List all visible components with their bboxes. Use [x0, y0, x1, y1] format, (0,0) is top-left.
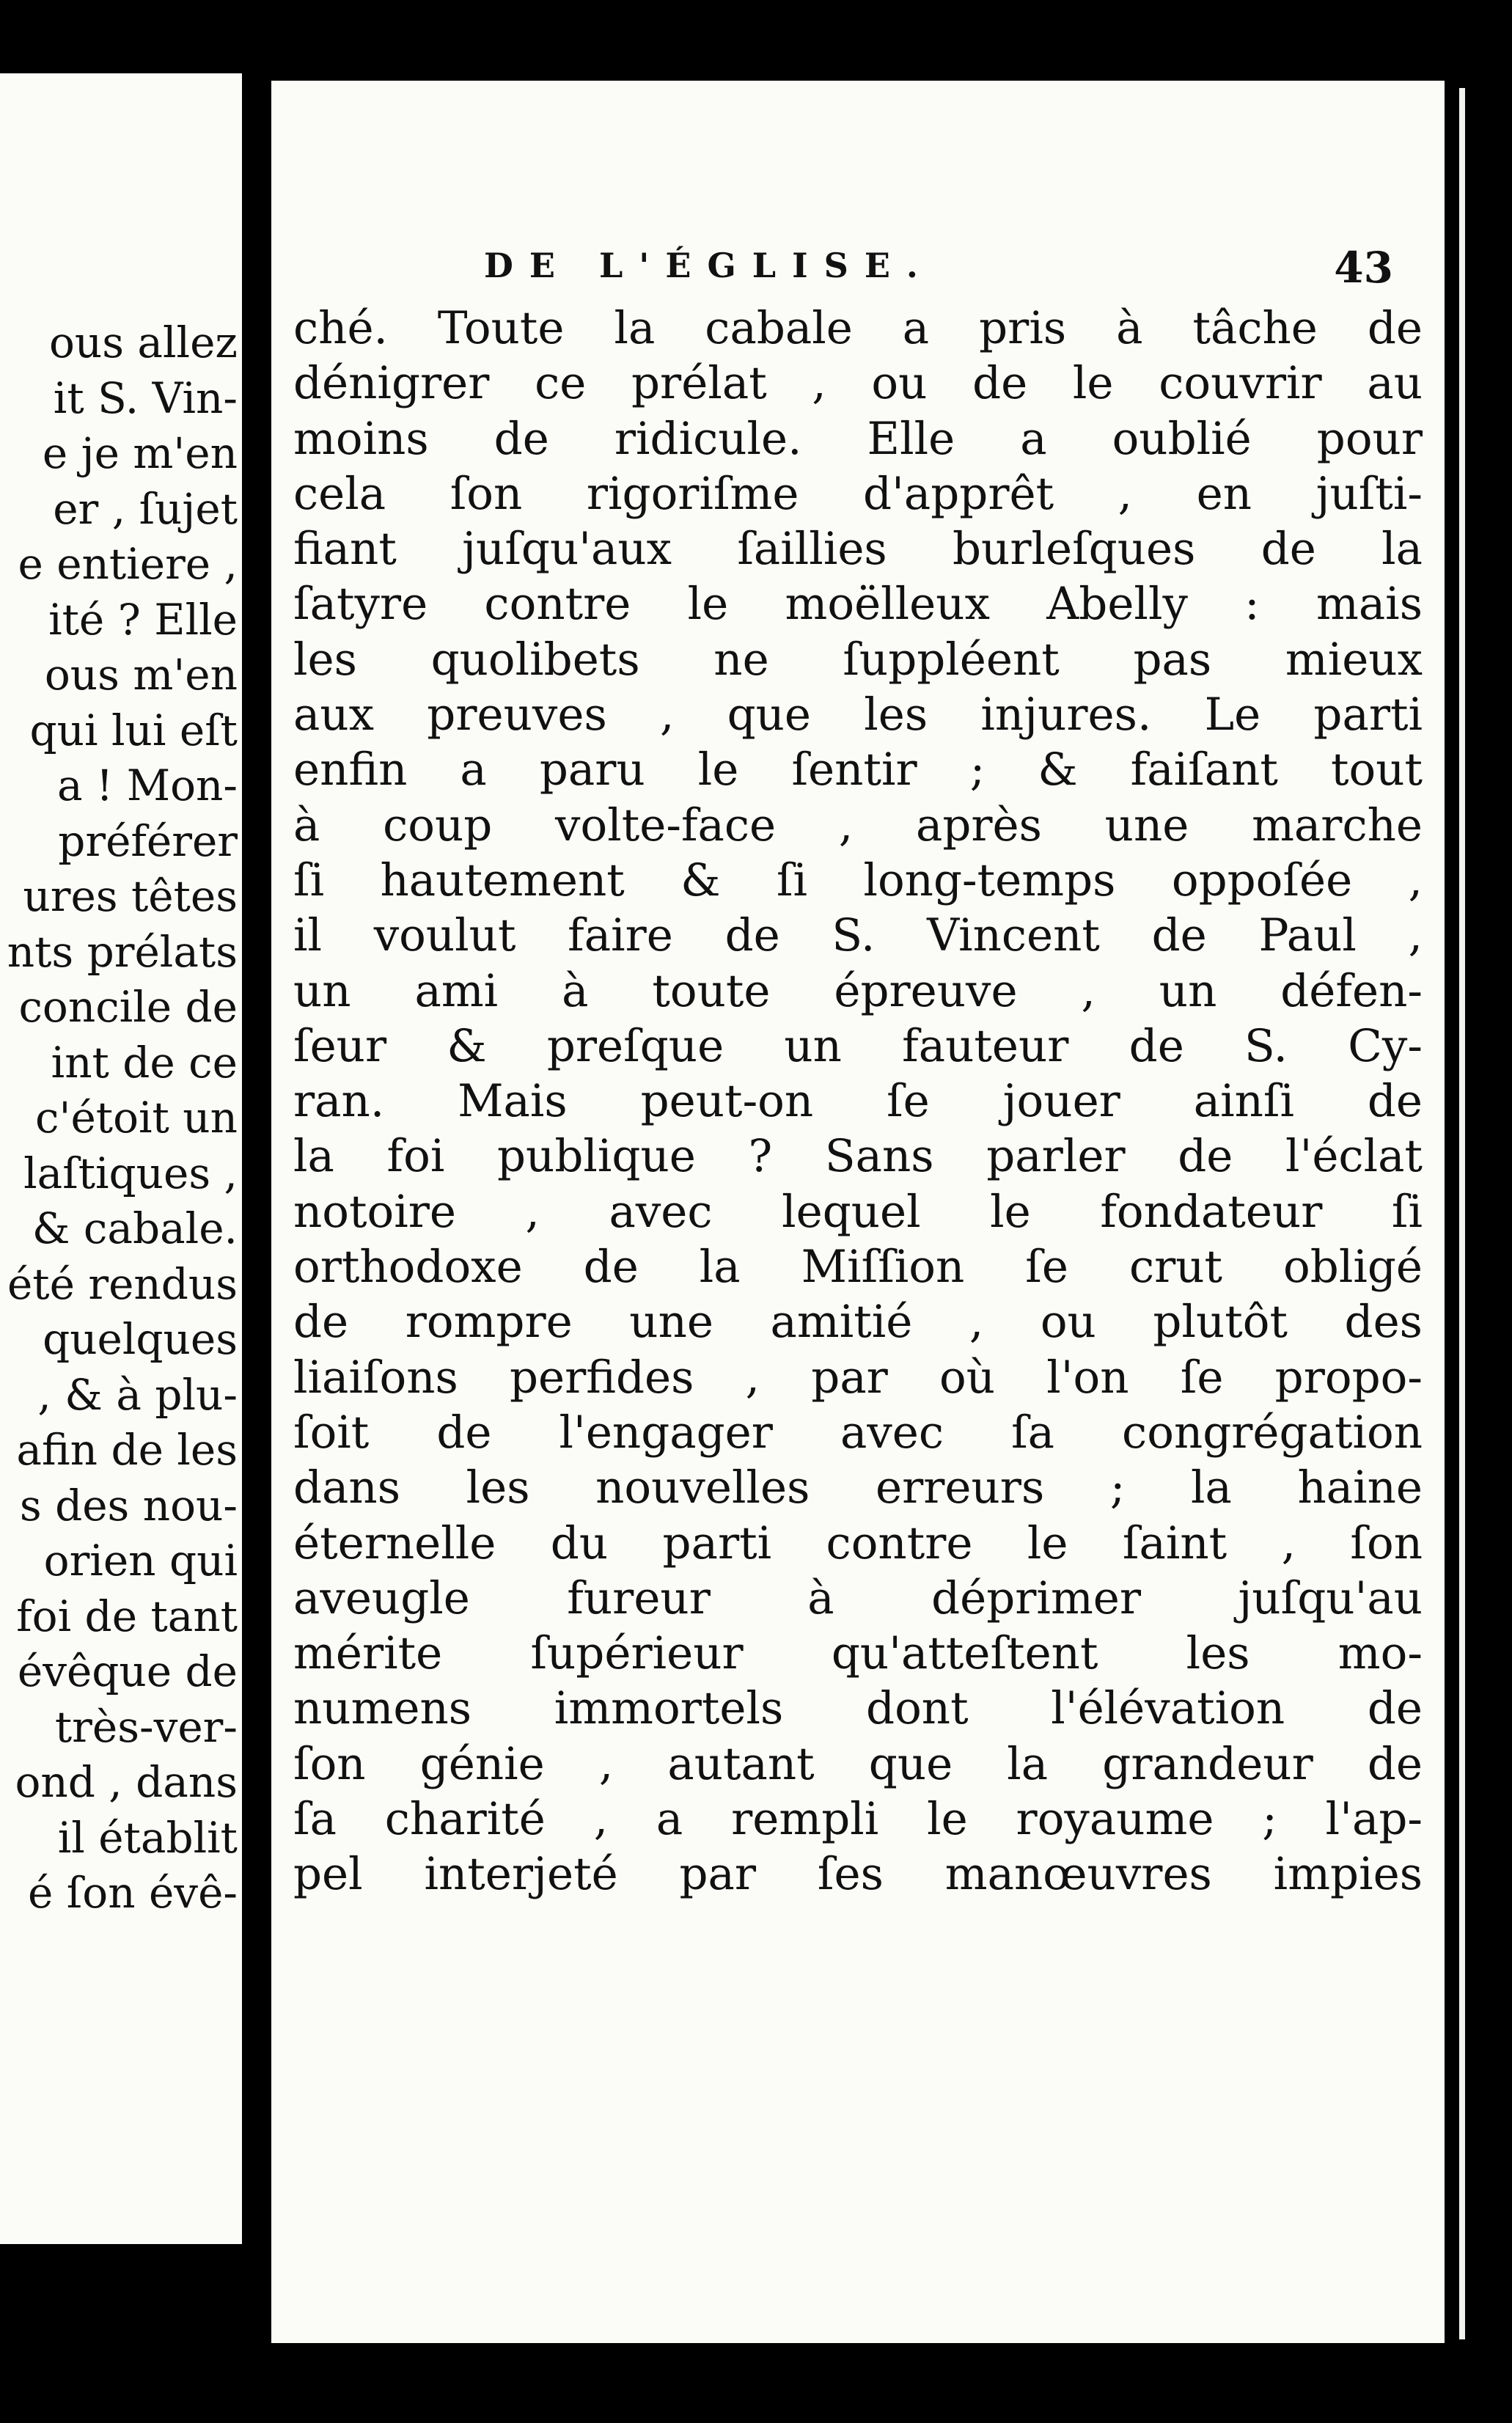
text-line: mérite ſupérieur qu'atteſtent les mo-	[293, 1627, 1423, 1680]
left-page-line: er , ſujet	[53, 483, 238, 534]
text-line: il voulut faire de S. Vincent de Paul ,	[293, 909, 1423, 962]
left-page-line: préférer	[58, 815, 238, 866]
text-line: moins de ridicule. Elle a oublié pour	[293, 412, 1423, 465]
left-page-line: ité ? Elle	[48, 594, 238, 645]
left-page-line: , & à plu-	[37, 1369, 238, 1420]
left-page-line: afin de les	[16, 1425, 238, 1475]
text-line: de rompre une amitié , ou plutôt des	[293, 1296, 1423, 1349]
left-page-text	[7, 315, 238, 1921]
body-text	[293, 301, 1423, 1902]
text-line: dénigrer ce prélat , ou de le couvrir au	[293, 357, 1423, 410]
left-page-line: it S. Vin-	[53, 373, 238, 423]
left-page-line: ous allez	[48, 318, 238, 367]
text-line: ché. Toute la cabale a pris à tâche de	[293, 302, 1423, 354]
left-page-line: laſtiques ,	[23, 1148, 238, 1198]
text-line: aveugle fureur à déprimer juſqu'au	[293, 1572, 1423, 1624]
text-line: aux preuves , que les injures. Le parti	[293, 689, 1423, 741]
text-line: notoire , avec lequel le fondateur ſi	[293, 1185, 1423, 1238]
left-page-line: e entiere ,	[18, 539, 238, 589]
text-line: pel interjeté par ſes manœuvres impies	[293, 1848, 1423, 1901]
text-line: ſon génie , autant que la grandeur de	[293, 1737, 1423, 1790]
left-page-line: ous m'en	[44, 650, 238, 700]
text-line: un ami à toute épreuve , un défen-	[293, 964, 1423, 1017]
left-page-line: été rendus	[7, 1258, 238, 1309]
text-line: numens immortels dont l'élévation de	[293, 1682, 1423, 1735]
text-line: à coup volte-face , après une marche	[293, 799, 1423, 851]
text-line: ſi hautement & ſi long-temps oppoſée ,	[293, 854, 1423, 906]
left-page	[0, 73, 242, 2244]
text-line: orthodoxe de la Miſſion ſe crut obligé	[293, 1241, 1423, 1294]
text-line: éternelle du parti contre le ſaint , ſon	[293, 1517, 1423, 1569]
left-page-line: c'étoit un	[35, 1093, 238, 1143]
page-edge	[1459, 88, 1465, 2339]
left-page-line: ond , dans	[15, 1757, 238, 1807]
left-page-line: orien qui	[43, 1536, 238, 1586]
text-line: ran. Mais peut-on ſe jouer ainſi de	[293, 1075, 1423, 1128]
left-page-line: nts prélats	[7, 926, 238, 977]
left-page-line: a ! Mon-	[56, 760, 238, 810]
left-page-line: très-ver-	[54, 1701, 238, 1752]
left-page-line: qui lui eſt	[29, 705, 238, 755]
text-line: enfin a paru le ſentir ; & faiſant tout	[293, 744, 1423, 796]
running-head-title: DE L'ÉGLISE.	[484, 246, 934, 285]
left-page-line: quelques	[43, 1314, 238, 1364]
left-page-line: foi de tant	[16, 1591, 238, 1641]
text-line: fiant juſqu'aux ſaillies burleſques de la	[293, 523, 1423, 576]
left-page-line: ures têtes	[23, 871, 238, 921]
page-number: 43	[1334, 243, 1393, 293]
left-page-line: concile de	[18, 982, 238, 1032]
left-page-line: & cabale.	[32, 1203, 238, 1253]
left-page-line: e je m'en	[42, 428, 238, 478]
left-page-line: il établit	[57, 1812, 238, 1863]
right-page	[271, 81, 1445, 2343]
text-line: ſatyre contre le moëlleux Abelly : mais	[293, 578, 1423, 631]
left-page-line: s des nou-	[19, 1480, 238, 1531]
text-line: ſa charité , a rempli le royaume ; l'ap-	[293, 1793, 1423, 1846]
text-line: la foi publique ? Sans parler de l'éclat	[293, 1130, 1423, 1183]
left-page-line: évêque de	[17, 1646, 238, 1696]
left-page-line: int de ce	[51, 1037, 238, 1088]
left-page-line: é ſon évê-	[28, 1868, 238, 1918]
running-head	[484, 243, 1393, 297]
text-line: ſoit de l'engager avec ſa congrégation	[293, 1406, 1423, 1459]
text-line: ſeur & preſque un fauteur de S. Cy-	[293, 1019, 1423, 1072]
text-line: dans les nouvelles erreurs ; la haine	[293, 1462, 1423, 1514]
text-line: liaiſons perfides , par où l'on ſe propo-	[293, 1351, 1423, 1404]
text-line: les quolibets ne ſuppléent pas mieux	[293, 633, 1423, 686]
text-line: cela ſon rigoriſme d'apprêt , en juſti-	[293, 467, 1423, 520]
